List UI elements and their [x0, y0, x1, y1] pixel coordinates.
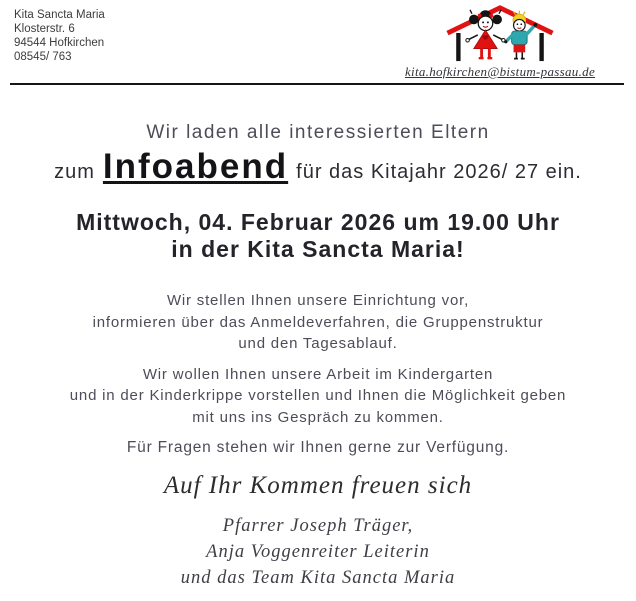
- signature-team: und das Team Kita Sancta Maria: [180, 568, 456, 588]
- paragraph-introduction: [0, 290, 636, 355]
- logo-block: [400, 3, 600, 81]
- para2-line1: Wir wollen Ihnen unsere Arbeit im Kindergarten: [142, 365, 494, 383]
- intro-line1: Wir laden alle interessierten Eltern: [146, 122, 490, 143]
- questions-line: Für Fragen stehen wir Ihnen gerne zur Verfügung.: [126, 439, 510, 456]
- girl-figure: [466, 10, 505, 58]
- sender-name: Kita Sancta Maria: [14, 9, 105, 21]
- event-date-block: [0, 209, 636, 263]
- sender-street: Klosterstr. 6: [14, 23, 75, 35]
- letter-body: [0, 121, 636, 591]
- para2-line3: mit uns ins Gespräch zu kommen.: [192, 408, 444, 426]
- para1-line3: und den Tagesablauf.: [238, 335, 398, 352]
- closing-line: Auf Ihr Kommen freuen sich: [163, 472, 473, 499]
- sender-address: [14, 8, 105, 64]
- sender-phone: 08545/ 763: [14, 51, 72, 63]
- event-location-line: in der Kita Sancta Maria!: [171, 236, 465, 262]
- header-divider: [10, 83, 624, 85]
- kita-house-children-logo: [444, 3, 556, 63]
- infoabend-highlight: Infoabend: [102, 147, 289, 186]
- para1-line2: informieren über das Anmeldeverfahren, die Gruppenstruktur: [92, 313, 544, 331]
- boy-figure: [504, 11, 537, 59]
- intro-prefix: zum: [54, 161, 95, 183]
- intro-line2: [0, 147, 636, 187]
- para1-line1: Wir stellen Ihnen unsere Einrichtung vor,: [166, 292, 470, 309]
- signature-block: [0, 513, 636, 591]
- signature-pfarrer: Pfarrer Joseph Träger,: [222, 516, 414, 536]
- signature-leiterin: Anja Voggenreiter Leiterin: [206, 542, 430, 562]
- email-link[interactable]: kita.hofkirchen@bistum-passau.de: [404, 64, 596, 79]
- sender-city: 94544 Hofkirchen: [14, 37, 105, 49]
- paragraph-work: [0, 364, 636, 429]
- event-date-line1: Mittwoch, 04. Februar 2026 um 19.00 Uhr: [76, 209, 560, 235]
- intro-suffix: für das Kitajahr 2026/ 27 ein.: [296, 161, 582, 183]
- para2-line2: und in der Kinderkrippe vorstellen und Ihnen die Möglichkeit geben: [69, 387, 567, 404]
